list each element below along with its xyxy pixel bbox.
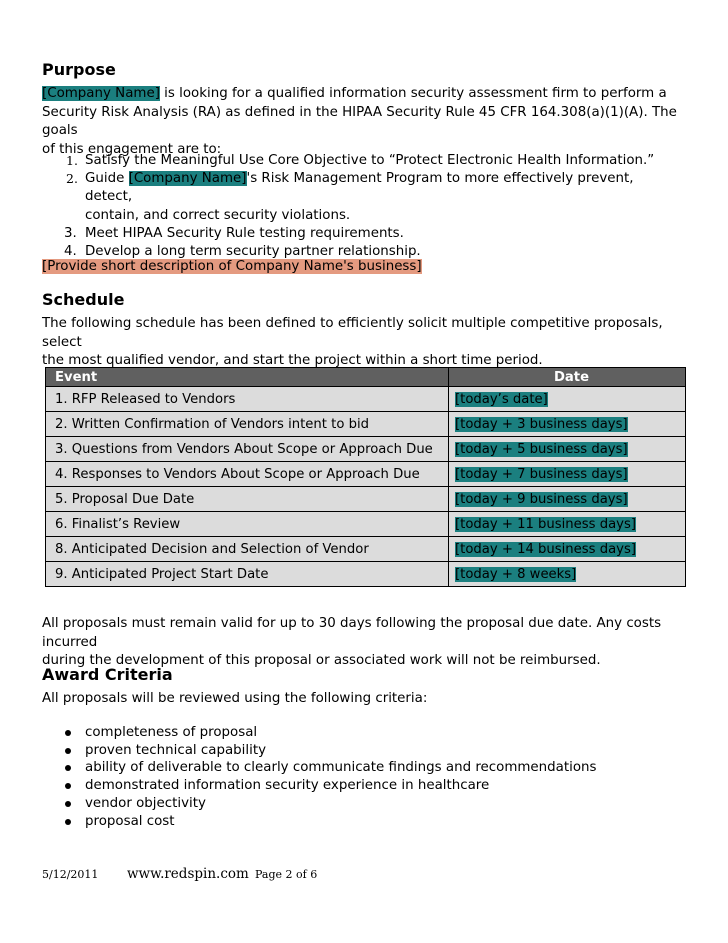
list-item: proven technical capability bbox=[64, 742, 596, 760]
award-criteria-heading: Award Criteria bbox=[42, 665, 173, 684]
list-item: demonstrated information security experience in healthcare bbox=[64, 777, 596, 795]
list-item: proposal cost bbox=[64, 813, 596, 831]
purpose-heading: Purpose bbox=[42, 60, 116, 79]
schedule-heading: Schedule bbox=[42, 290, 125, 309]
list-item: vendor objectivity bbox=[64, 795, 596, 813]
date-placeholder: [today + 14 business days] bbox=[455, 541, 636, 557]
table-row: 3. Questions from Vendors About Scope or Approach Due [today + 5 business days] bbox=[46, 437, 686, 462]
schedule-intro: The following schedule has been defined to efficiently solicit multiple competitive proposals, select the most qualified vendor, and start the project within a short time period. bbox=[42, 316, 663, 368]
table-row: 1. RFP Released to Vendors [today’s date] bbox=[46, 387, 686, 412]
goal-item: 1. Satisfy the Meaningful Use Core Objective to “Protect Electronic Health Information.” bbox=[66, 153, 655, 168]
criteria-list bbox=[64, 724, 596, 830]
date-placeholder: [today + 5 business days] bbox=[455, 441, 628, 457]
goal-item: 3. Meet HIPAA Security Rule testing requirements. bbox=[64, 225, 404, 241]
footer-date: 5/12/2011 bbox=[42, 868, 99, 881]
table-header-row bbox=[46, 368, 686, 387]
goal-item: 2. Guide [Company Name]'s Risk Management Program to more effectively prevent, detect, contain, and correct security violations. bbox=[66, 171, 634, 223]
table-row: 9. Anticipated Project Start Date [today + 8 weeks] bbox=[46, 562, 686, 587]
list-item: ability of deliverable to clearly communicate findings and recommendations bbox=[64, 759, 596, 777]
goals-list bbox=[64, 152, 664, 261]
date-placeholder: [today + 7 business days] bbox=[455, 466, 628, 482]
table-row: 6. Finalist’s Review [today + 11 business days] bbox=[46, 512, 686, 537]
table-row: 2. Written Confirmation of Vendors intent to bid [today + 3 business days] bbox=[46, 412, 686, 437]
schedule-table bbox=[45, 367, 686, 587]
company-name-placeholder: [Company Name] bbox=[42, 86, 160, 101]
date-placeholder: [today’s date] bbox=[455, 391, 548, 407]
date-placeholder: [today + 8 weeks] bbox=[455, 566, 577, 582]
table-row: 5. Proposal Due Date [today + 9 business days] bbox=[46, 487, 686, 512]
business-placeholder: [Provide short description of Company Name's business] bbox=[42, 259, 422, 274]
company-name-placeholder: [Company Name] bbox=[128, 171, 247, 187]
table-row: 4. Responses to Vendors About Scope or Approach Due [today + 7 business days] bbox=[46, 462, 686, 487]
date-column-header: Date bbox=[449, 368, 686, 387]
footer-website: www.redspin.com bbox=[127, 866, 249, 882]
goal-item: 4. Develop a long term security partner relationship. bbox=[64, 244, 421, 260]
footer-page-number: Page 2 of 6 bbox=[255, 868, 318, 881]
date-placeholder: [today + 11 business days] bbox=[455, 516, 636, 532]
date-placeholder: [today + 3 business days] bbox=[455, 416, 628, 432]
award-intro: All proposals will be reviewed using the following criteria: bbox=[42, 691, 428, 706]
event-column-header: Event bbox=[46, 368, 449, 387]
date-placeholder: [today + 9 business days] bbox=[455, 491, 628, 507]
list-item: completeness of proposal bbox=[64, 724, 596, 742]
business-description bbox=[42, 258, 688, 277]
purpose-paragraph: [Company Name] is looking for a qualified information security assessment firm to perform a Security Risk Analysis (RA) as defined in the HIPAA Security Rule 45 CFR 164.308(a)(1)(A). The goals of this engagement are to: bbox=[42, 86, 677, 157]
schedule-note: All proposals must remain valid for up to 30 days following the proposal due date. Any costs incurred during the development of this proposal or associated work will not be reimbursed. bbox=[42, 616, 662, 668]
table-row: 8. Anticipated Decision and Selection of Vendor [today + 14 business days] bbox=[46, 537, 686, 562]
